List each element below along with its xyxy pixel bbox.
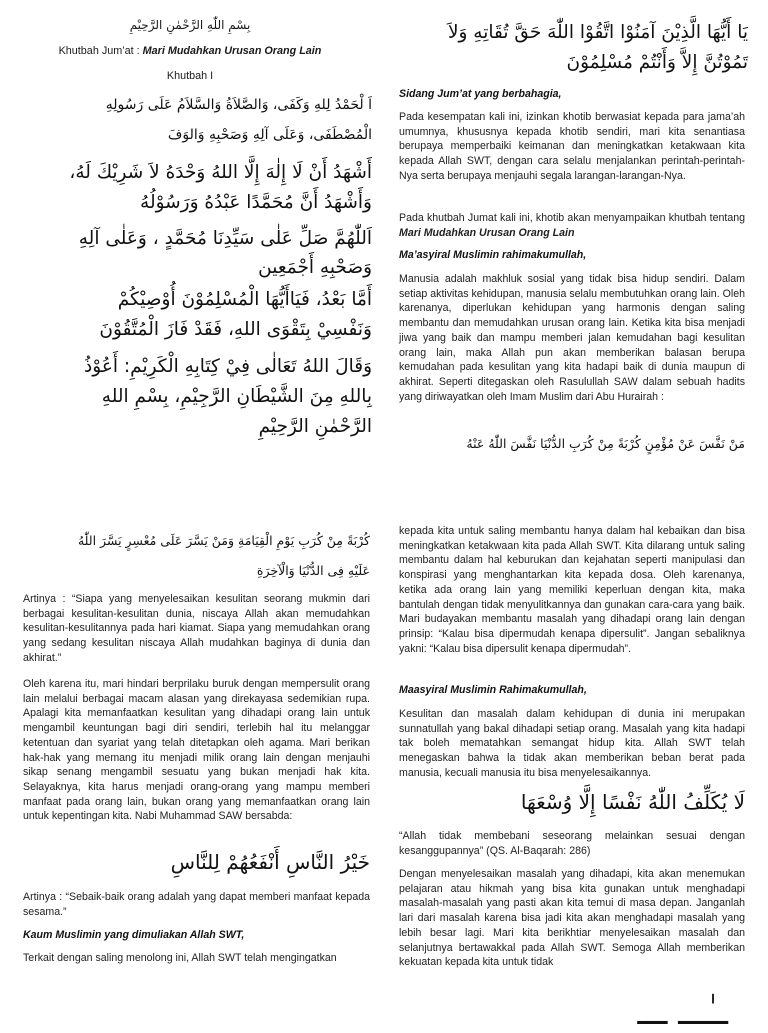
- arabic-la-yukallif: لَا يُكَلِّفُ اللّٰهُ نَفْسًا إِلَّا وُسْعَهَا: [520, 790, 745, 814]
- paragraph-terkait: Terkait dengan saling menolong ini, Allah SWT telah mengingatkan: [23, 952, 337, 964]
- arabic-hadith-cont-line-1: كُرْبَةً مِنْ كُرَبِ يَوْمِ الْقِيَامَةِ وَمَنْ يَسَّرَ عَلَى مُعْسِرٍ يَسَّرَ اللّٰهُ: [77, 533, 370, 548]
- arabic-shalawat-line-1: اَللّٰهُمَّ صَلِّ عَلٰى سَيِّدِنَا مُحَمَّدٍ ، وَعَلٰى آلِهِ: [78, 228, 372, 249]
- paragraph-topic-title: Mari Mudahkan Urusan Orang Lain: [399, 226, 575, 239]
- arabic-taawudz-line-1: وَقَالَ اللهُ تَعَالٰى فِيْ كِتَابِهِ الْكَرِيْمِ: أَعُوْذُ: [84, 356, 372, 377]
- khutbah-part: Khutbah I: [166, 70, 214, 82]
- paragraph-topic-prefix: Pada khutbah Jumat kali ini, khotib akan menyampaikan khutbah tentang: [399, 212, 745, 224]
- heading-maasyiral-1: Ma’asyiral Muslimin rahimakumullah,: [399, 249, 587, 261]
- paragraph-dengan: Dengan menyelesaikan masalah yang dihadapi, kita akan menemukan pelajaran atau hikmah yang bisa kita gunakan untuk menghadapi masalah-masalah yang pasti akan kita temui di masa depan. Janganlah lari dari masalah karena bisa jadi kita akan menghadapi masalah yang lebih besar lagi. Mari kita berikhtiar menyelesaikan masalah dan selanjutnya bertawakkal pada Allah SWT. Semoga Allah memberikan kekuatan kepada kita untuk tidak: [399, 868, 745, 969]
- cropped-arabic-fragment: ــٰـــ ـــ: [637, 993, 728, 1033]
- khutbah-prefix: Khutbah Jum’at :: [58, 45, 143, 57]
- arabic-wasiat-line-2: وَنَفْسِيْ بِتَقْوَى اللهِ، فَقَدْ فَازَ الْمُتَّقُوْنَ: [99, 319, 372, 340]
- heading-sidang: Sidang Jum’at yang berbahagia,: [399, 88, 562, 100]
- khutbah-title: Mari Mudahkan Urusan Orang Lain: [142, 45, 322, 57]
- paragraph-oleh-karena: Oleh karena itu, mari hindari berprilaku buruk dengan mempersulit orang lain melalui berbagai macam alasan yang direkayasa sedemikian rupa. Apalagi kita memanfaatkan kesulitan yang dihadapi orang lain untuk mengambil keuntungan bagi diri sendiri, terlebih hal itu melanggar ketentuan dan syariat yang telah ditetapkan oleh agama. Mari berikan hak-hak yang memang itu menjadi milik orang lain dengan menjauhi sikap senang mengambil sesuatu yang bukan menjadi hak kita. Selayaknya, kita harus menjadi orang-orang yang mampu memberi manfaat pada orang lain, bukan orang yang memanfaatkan orang lain untuk kepentingan kita. Nabi Muhammad SAW bersabda:: [23, 678, 370, 823]
- arabic-syahadat-line-2: وَأَشْهَدُ أَنَّ مُحَمَّدًا عَبْدُهُ وَرَسُوْلُهُ: [140, 192, 372, 213]
- arabic-verse-line-2: تَمُوْتُنَّ إِلاَّ وَأَنْتُمْ مُسْلِمُوْنَ: [566, 52, 748, 73]
- arabic-hadith-start: مَنْ نَفَّسَ عَنْ مُؤْمِنٍ كُرْبَةً مِنْ كُرَبِ الدُّنْيَا نَفَّسَ اللّٰهُ عَنْهُ: [466, 436, 745, 451]
- paragraph-manusia: Manusia adalah makhluk sosial yang tidak bisa hidup sendiri. Dalam setiap aktivitas kehidupan, manusia selalu membutuhkan orang lain. Oleh karenanya, diperlukan kehidupan yang harmonis dengan saling membantu dan memudahkan urusan orang lain. Ketika kita bisa menjadi jiwa yang baik dan mampu memberi jalan kemudahan bagi kesulitan orang lain, maka Allah pun akan memberikan balasan berupa kemudahan pada kesulitan yang kita hadapi baik di dunia maupun di akhirat. Seperti ditegaskan oleh Rasulullah SAW dalam sebuah hadits yang diriwayatkan oleh Imam Muslim dari Abu Hurairah :: [399, 273, 745, 403]
- arabic-hadith-cont-line-2: عَلَيْهِ فِى الدُّنْيَا وَالْآخِرَةِ: [256, 563, 370, 578]
- arabic-hamdalah-line-2: الْمُصْطَفَى، وَعَلَى آلِهِ وَصَحْبِهِ وَالوَفَ: [167, 127, 372, 143]
- arabic-shalawat-line-2: وَصَحْبِهِ أَجْمَعِين: [258, 257, 372, 278]
- basmala: بِسْمِ اللّٰهِ الرَّحْمٰنِ الرَّحِيْمِ: [129, 18, 251, 32]
- arabic-syahadat-line-1: أَشْهَدُ أَنْ لَا إِلٰهَ إِلَّا اللهُ وَحْدَهُ لاَ شَرِيْكَ لَهُ،: [69, 162, 372, 183]
- paragraph-allah-tidak: “Allah tidak membebani seseorang melainkan sesuai dengan kesanggupannya” (QS. Al-Baqarah: 286): [399, 830, 745, 857]
- arabic-hamdalah-line-1: اَ لْحَمْدُ لِلهِ وَكَفَى، وَالصَّلاَةُ وَالسَّلاَمُ عَلَى رَسُولِهِ: [105, 97, 372, 113]
- paragraph-artinya-1: Artinya : “Siapa yang menyelesaikan kesulitan seorang mukmin dari berbagai kesulitan-kesulitan dunia, niscaya Allah akan memudahkan kesulitan-kesulitannya pada hari kiamat. Siapa yang memudahkan orang yang sedang kesulitan niscaya Allah mudahkan baginya di dunia dan akhirat.”: [23, 593, 370, 664]
- heading-kaum-muslimin: Kaum Muslimin yang dimuliakan Allah SWT,: [23, 929, 245, 941]
- paragraph-kesulitan: Kesulitan dan masalah dalam kehidupan di dunia ini merupakan sunnatullah yang bakal dihadapi setiap orang. Masalah yang kita hadapi tak boleh mematahkan semangat hidup kita. Allah SWT telah menegaskan bahwa la tidak akan memberikan beban berat pada manusia, kecuali manusia itu bisa menyelesaikannya.: [399, 708, 745, 779]
- arabic-taawudz-line-3: الرَّحْمٰنِ الرَّحِيْمِ: [258, 416, 372, 437]
- arabic-taawudz-line-2: بِاللهِ مِنَ الشَّيْطَانِ الرَّجِيْمِ، بِسْمِ اللهِ: [101, 386, 372, 407]
- heading-maasyiral-2: Maasyiral Muslimin Rahimakumullah,: [399, 684, 587, 696]
- arabic-wasiat-line-1: أَمَّا بَعْدُ، فَيَاأَيُّهَا الْمُسْلِمُوْنَ أُوْصِيْكُمْ: [117, 289, 372, 310]
- paragraph-kepada-kita: kepada kita untuk saling membantu hanya dalam hal kebaikan dan bisa meningkatkan ketakwaan kita pada Allah SWT. Kita dilarang untuk saling membantu dalam hal keburukan dan kejahatan seperti manipulasi dan konspirasi yang menghantarkan kita kepada dosa. Oleh karenanya, ketika ada orang lain yang memiliki keperluan dengan kita, maka bantulah dengan tidak menyulitkannya dan gunakan cara-cara yang baik. Mari budayakan membantu masalah yang dihadapi orang lain dengan prinsip: “Kalau bisa dipermudah kenapa dipersulit”. Jangan sebaliknya yakni: “Kalau bisa dipersulit kenapa dipermudah”.: [399, 525, 745, 655]
- arabic-khairunnas: خَيْرُ النَّاسِ أَنْفَعُهُمْ لِلنَّاسِ: [170, 850, 370, 874]
- paragraph-topic: [399, 211, 745, 240]
- arabic-verse-line-1: يَا أَيُّهَا الَّذِيْنَ آمَنُوْا اتَّقُوْا اللّٰهَ حَقَّ تُقَاتِهِ وَلاَ: [447, 22, 748, 43]
- khutbah-title-line: [20, 45, 360, 57]
- paragraph-pada-kesempatan: Pada kesempatan kali ini, izinkan khotib berwasiat kepada para jama’ah umumnya, khususnya kepada khotib sendiri, mari kita senantiasa berupaya memperbaiki keimanan dan meningkatkan ketakwaan kita kepada Allah SWT, dengan cara selalu menjalankan perintah-perintah-Nya serta berupaya menjauhi segala larangan-larangan-Nya.: [399, 111, 745, 182]
- paragraph-artinya-2: Artinya : “Sebaik-baik orang adalah yang dapat memberi manfaat kepada sesama.”: [23, 891, 370, 918]
